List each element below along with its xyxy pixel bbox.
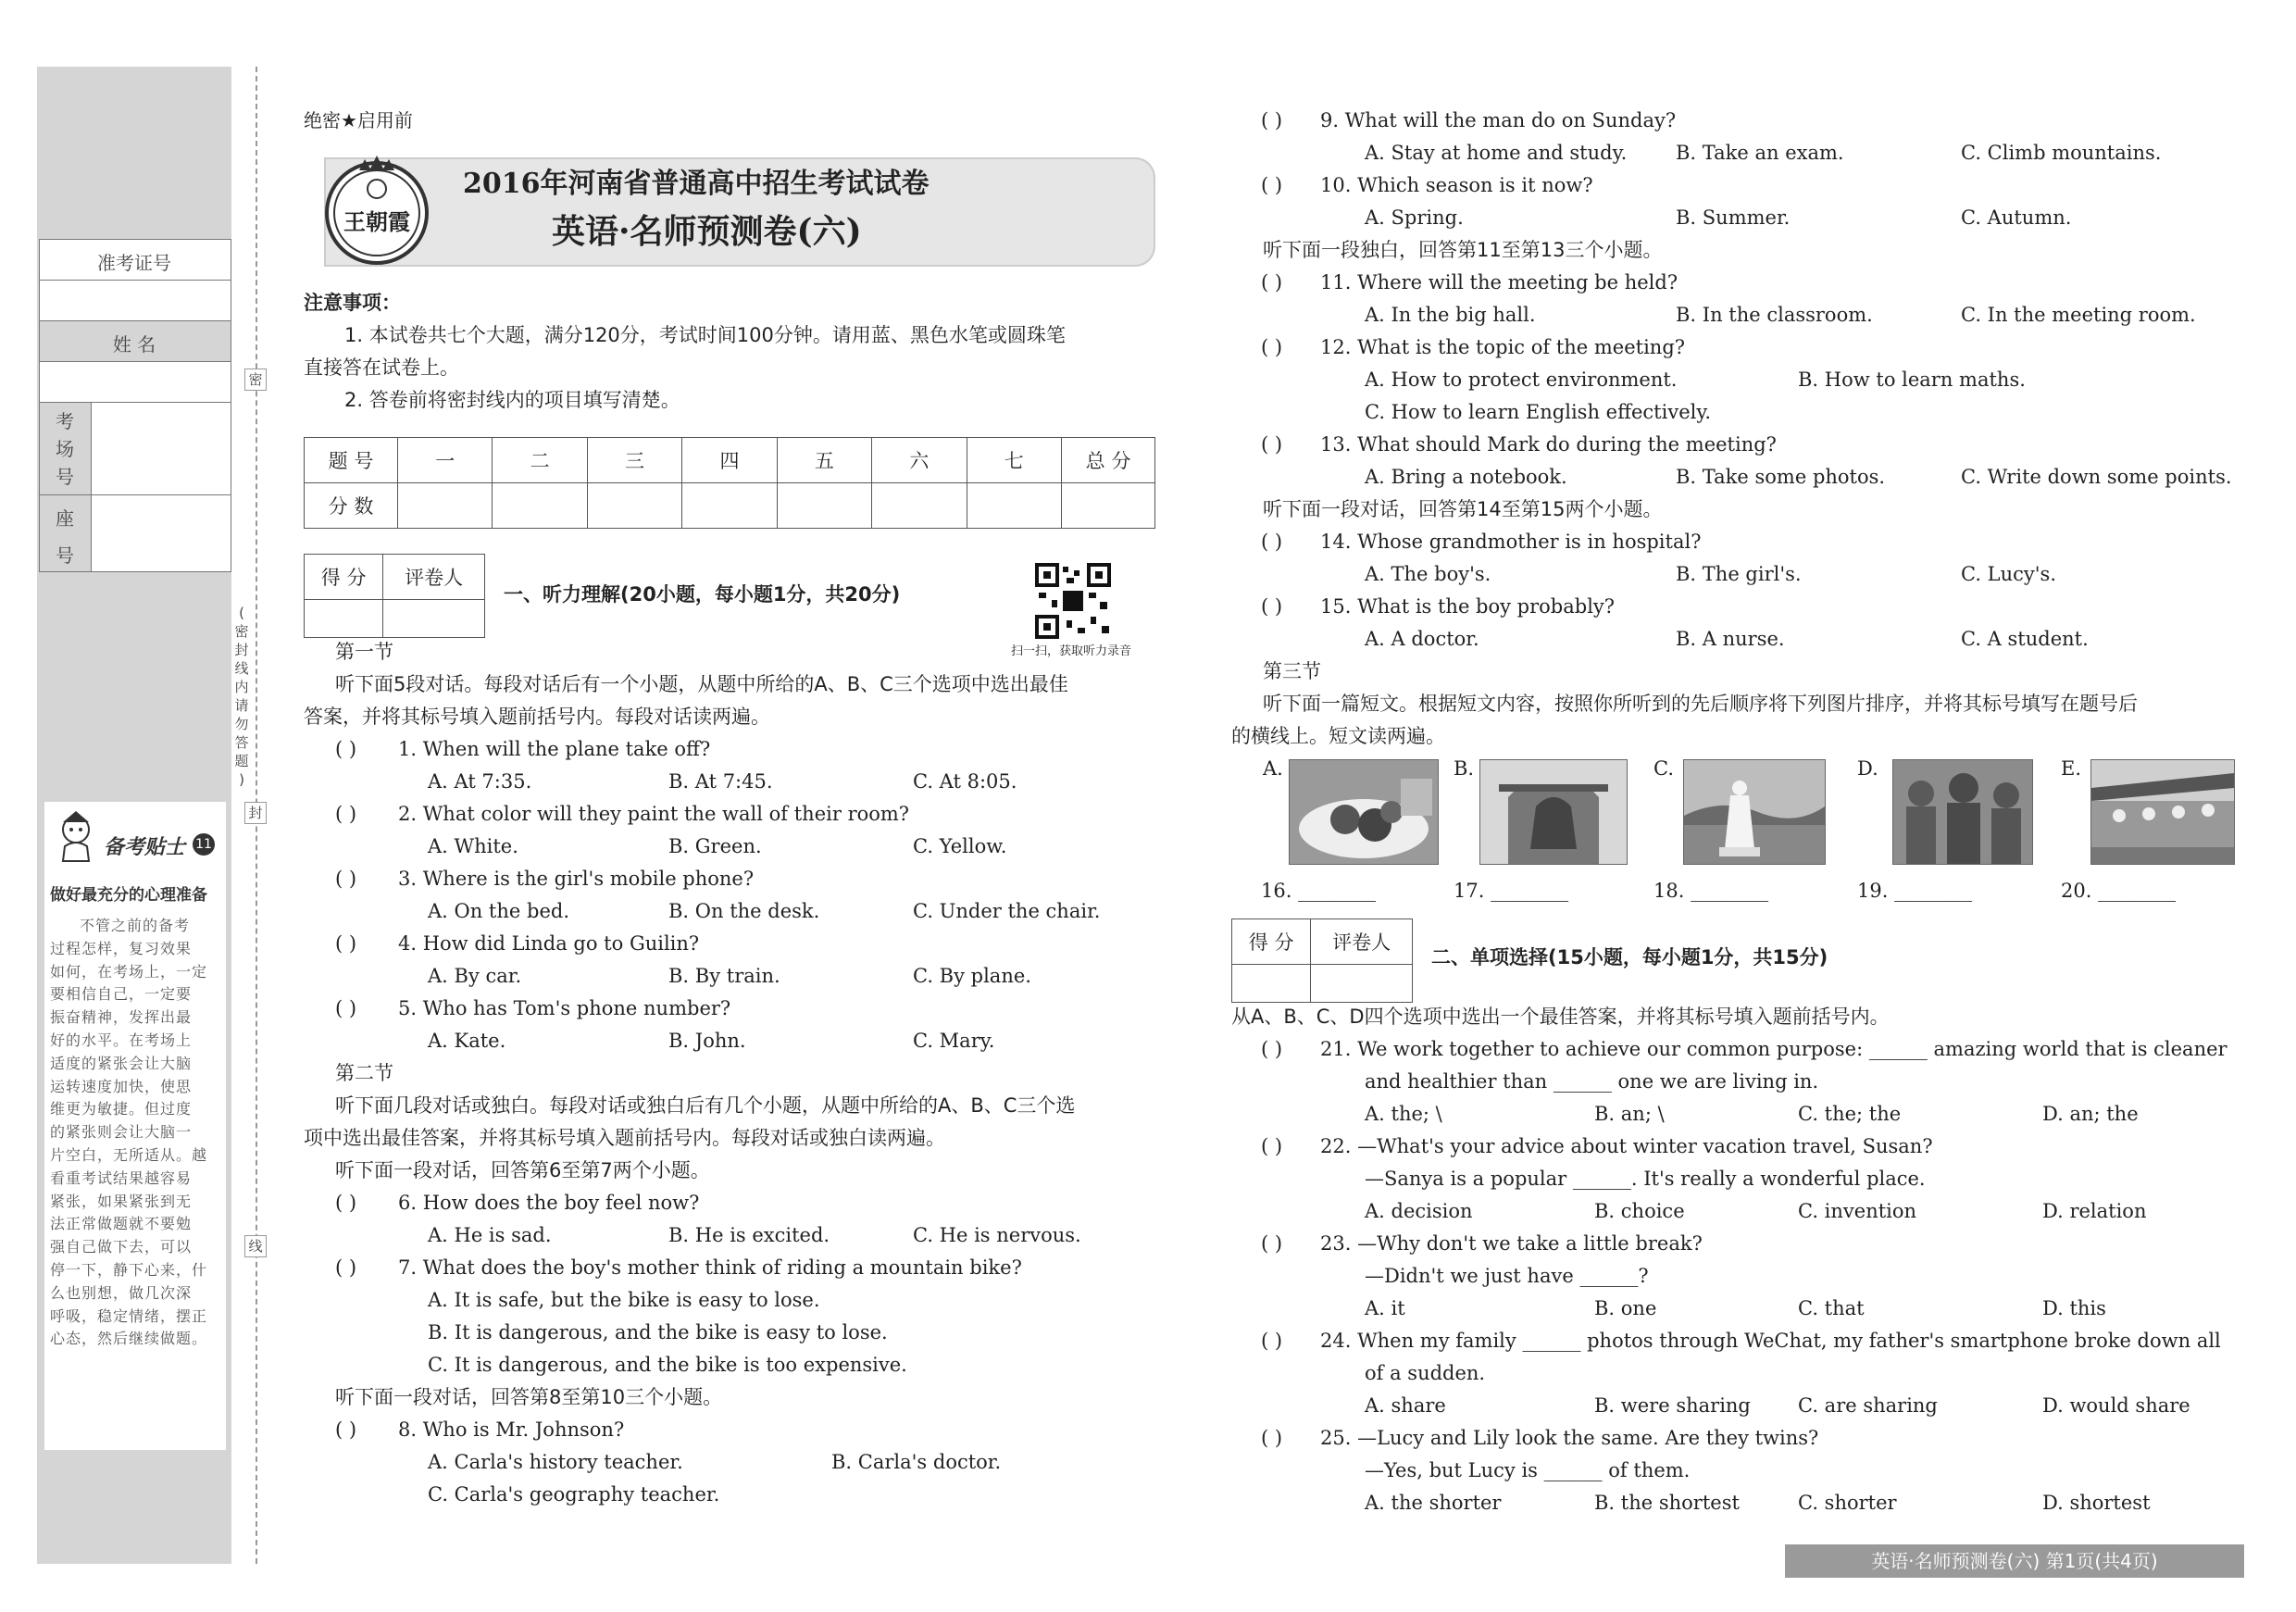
grader-score-label: 得 分 xyxy=(1232,919,1311,965)
question-text: 5. Who has Tom's phone number? xyxy=(398,997,731,1019)
picture-e-building xyxy=(2090,759,2235,865)
option-b: B. John. xyxy=(668,1030,746,1052)
grader-score-cell[interactable] xyxy=(1232,965,1311,1003)
qr-caption: 扫一扫，获取听力录音 xyxy=(1011,644,1132,658)
question-text: 7. What does the boy's mother think of riding a mountain bike? xyxy=(398,1256,1022,1279)
picture-label-b: B. xyxy=(1454,757,1475,780)
option-b: B. A nurse. xyxy=(1676,628,1785,650)
part2-title: 二、单项选择(15小题，每小题1分，共15分) xyxy=(1431,946,1828,968)
option-c: C. Lucy's. xyxy=(1961,563,2056,585)
option-b: B. were sharing xyxy=(1594,1394,1751,1417)
grader-name-label: 评卷人 xyxy=(383,555,485,600)
question-line-1: 24. When my family ______ photos through WeChat, my father's smartphone broke down all xyxy=(1320,1330,2221,1352)
score-cell[interactable] xyxy=(587,483,681,529)
picture-a-food xyxy=(1289,759,1439,865)
notes-line-1: 1. 本试卷共七个大题，满分120分，考试时间100分钟。请用蓝、黑色水笔或圆珠笔 xyxy=(344,324,1066,346)
score-cell[interactable] xyxy=(777,483,871,529)
name-field[interactable] xyxy=(39,361,231,404)
option-c: C. shorter xyxy=(1798,1492,1897,1514)
publisher-logo xyxy=(322,150,431,272)
option-b: B. the shortest xyxy=(1594,1492,1740,1514)
option-c: C. Mary. xyxy=(913,1030,995,1052)
listen-instr-14-15: 听下面一段对话，回答第14至第15两个小题。 xyxy=(1263,498,1663,520)
option-d: D. this xyxy=(2042,1297,2106,1319)
blank-19[interactable]: 19. ________ xyxy=(1857,880,1973,902)
option-c: C. By plane. xyxy=(913,965,1031,987)
option-a: A. decision xyxy=(1365,1200,1473,1222)
option-b: B. Green. xyxy=(668,835,762,857)
answer-bracket[interactable]: ( ) xyxy=(1261,1232,1283,1255)
answer-bracket[interactable]: ( ) xyxy=(335,868,357,890)
option-b: B. It is dangerous, and the bike is easy to lose. xyxy=(428,1321,888,1343)
question-line-2: —Sanya is a popular ______. It's really a wonderful place. xyxy=(1365,1168,1926,1190)
score-table-header: 七 xyxy=(967,438,1061,483)
answer-bracket[interactable]: ( ) xyxy=(1261,531,1283,553)
question-text: 3. Where is the girl's mobile phone? xyxy=(398,868,755,890)
option-d: D. would share xyxy=(2042,1394,2190,1417)
option-c: C. the; the xyxy=(1798,1103,1902,1125)
score-table xyxy=(304,437,1155,529)
answer-bracket[interactable]: ( ) xyxy=(1261,1038,1283,1060)
option-c: C. How to learn English effectively. xyxy=(1365,401,1712,423)
answer-bracket[interactable]: ( ) xyxy=(335,1256,357,1279)
option-b: B. He is excited. xyxy=(668,1224,830,1246)
blank-20[interactable]: 20. ________ xyxy=(2061,880,2177,902)
option-a: A. The boy's. xyxy=(1365,563,1491,585)
room-field[interactable] xyxy=(91,402,231,496)
answer-bracket[interactable]: ( ) xyxy=(1261,433,1283,456)
option-c: C. A student. xyxy=(1961,628,2089,650)
score-table-header: 五 xyxy=(777,438,871,483)
question-text: 12. What is the topic of the meeting? xyxy=(1320,336,1686,358)
question-text: 8. Who is Mr. Johnson? xyxy=(398,1418,625,1441)
mascot-icon xyxy=(48,806,104,863)
tip-heading: 做好最充分的心理准备 xyxy=(50,886,207,905)
option-b: B. Take some photos. xyxy=(1676,466,1886,488)
grader-name-label: 评卷人 xyxy=(1311,919,1413,965)
option-a: A. Kate. xyxy=(428,1030,506,1052)
notes-heading: 注意事项： xyxy=(304,292,401,314)
section-3-title: 第三节 xyxy=(1263,660,1321,682)
option-a: A. In the big hall. xyxy=(1365,304,1536,326)
option-a: A. At 7:35. xyxy=(428,770,532,793)
option-c: C. Autumn. xyxy=(1961,206,2072,229)
option-c: C. Write down some points. xyxy=(1961,466,2232,488)
secret-label: 绝密★启用前 xyxy=(304,109,413,131)
option-b: B. The girl's. xyxy=(1676,563,1802,585)
score-table-header: 总 分 xyxy=(1062,438,1155,483)
exam-title: 2016年河南省普通高中招生考试试卷 xyxy=(463,168,930,200)
option-c: C. Carla's geography teacher. xyxy=(428,1483,720,1506)
option-a: A. How to protect environment. xyxy=(1365,369,1678,391)
answer-bracket[interactable]: ( ) xyxy=(335,932,357,955)
picture-b-bell xyxy=(1479,759,1628,865)
option-c: C. At 8:05. xyxy=(913,770,1017,793)
option-a: A. A doctor. xyxy=(1365,628,1479,650)
section-3-instr-1: 听下面一篇短文。根据短文内容，按照你所听到的先后顺序将下列图片排序，并将其标号填写在题号后 xyxy=(1263,693,2138,715)
answer-bracket[interactable]: ( ) xyxy=(335,738,357,760)
picture-label-a: A. xyxy=(1263,757,1283,780)
option-c: C. In the meeting room. xyxy=(1961,304,2196,326)
listen-instr-6-7: 听下面一段对话，回答第6至第7两个小题。 xyxy=(335,1159,710,1181)
score-cell[interactable] xyxy=(493,483,587,529)
question-line-1: 22. —What's your advice about winter vacation travel, Susan? xyxy=(1320,1135,1933,1157)
section-1-instr-2: 答案，并将其标号填入题前括号内。每段对话读两遍。 xyxy=(304,706,770,728)
answer-bracket[interactable]: ( ) xyxy=(1261,1330,1283,1352)
option-c: C. He is nervous. xyxy=(913,1224,1081,1246)
score-table-header: 六 xyxy=(872,438,967,483)
picture-label-e: E. xyxy=(2061,757,2082,780)
option-b: B. At 7:45. xyxy=(668,770,773,793)
grader-box-part2 xyxy=(1231,918,1413,1003)
option-c: C. Climb mountains. xyxy=(1961,142,2162,164)
answer-bracket[interactable]: ( ) xyxy=(1261,1135,1283,1157)
score-table-header: 三 xyxy=(587,438,681,483)
section-2-instr-1: 听下面几段对话或独白。每段对话或独白后有几个小题，从题中所给的A、B、C三个选 xyxy=(335,1094,1076,1117)
seal-mark-mi: 密 xyxy=(244,369,267,391)
score-row-label: 分 数 xyxy=(305,483,398,529)
score-table-header: 四 xyxy=(682,438,777,483)
notes-line-2: 2. 答卷前将密封线内的项目填写清楚。 xyxy=(344,389,680,411)
grader-name-cell[interactable] xyxy=(383,600,485,638)
section-1-title: 第一节 xyxy=(335,641,393,663)
seal-mark-feng: 封 xyxy=(244,802,267,824)
score-cell[interactable] xyxy=(682,483,777,529)
option-a: A. He is sad. xyxy=(428,1224,552,1246)
room-label: 考 场 号 xyxy=(56,410,74,488)
option-b: B. How to learn maths. xyxy=(1798,369,2026,391)
question-text: 1. When will the plane take off? xyxy=(398,738,711,760)
option-d: D. shortest xyxy=(2042,1492,2151,1514)
option-b: B. one xyxy=(1594,1297,1657,1319)
grader-name-cell[interactable] xyxy=(1311,965,1413,1003)
option-b: B. By train. xyxy=(668,965,780,987)
option-c: C. Yellow. xyxy=(913,835,1007,857)
tip-title: 备考贴士 xyxy=(104,836,186,859)
option-b: B. an; \ xyxy=(1594,1103,1665,1125)
option-a: A. the shorter xyxy=(1365,1492,1502,1514)
answer-bracket[interactable]: ( ) xyxy=(335,1192,357,1214)
question-text: 13. What should Mark do during the meeting? xyxy=(1320,433,1777,456)
picture-c-statue xyxy=(1683,759,1826,865)
notes-line-1b: 直接答在试卷上。 xyxy=(304,356,459,379)
option-b: B. On the desk. xyxy=(668,900,820,922)
answer-bracket[interactable]: ( ) xyxy=(1261,1427,1283,1449)
score-cell[interactable] xyxy=(967,483,1061,529)
seat-label: 座 号 xyxy=(56,507,74,567)
option-a: A. Stay at home and study. xyxy=(1365,142,1628,164)
grader-score-label: 得 分 xyxy=(305,555,383,600)
listen-instr-8-10: 听下面一段对话，回答第8至第10三个小题。 xyxy=(335,1386,723,1408)
option-c: C. are sharing xyxy=(1798,1394,1938,1417)
option-a: A. the; \ xyxy=(1365,1103,1442,1125)
option-b: B. Carla's doctor. xyxy=(831,1451,1002,1473)
question-text: 14. Whose grandmother is in hospital? xyxy=(1320,531,1702,553)
question-text: 9. What will the man do on Sunday? xyxy=(1320,109,1677,131)
question-text: 6. How does the boy feel now? xyxy=(398,1192,700,1214)
name-label: 姓 名 xyxy=(112,333,156,356)
option-a: A. it xyxy=(1365,1297,1405,1319)
option-d: D. an; the xyxy=(2042,1103,2139,1125)
question-text: 2. What color will they paint the wall of their room? xyxy=(398,803,910,825)
score-table-header: 一 xyxy=(398,438,493,483)
exam-subtitle: 英语·名师预测卷(六) xyxy=(552,212,862,251)
option-b: B. Take an exam. xyxy=(1676,142,1844,164)
question-text: 10. Which season is it now? xyxy=(1320,174,1593,196)
grader-score-cell[interactable] xyxy=(305,600,383,638)
answer-bracket[interactable]: ( ) xyxy=(1261,336,1283,358)
section-3-instr-2: 的横线上。短文读两遍。 xyxy=(1231,725,1445,747)
picture-label-d: D. xyxy=(1857,757,1878,780)
exam-id-field[interactable] xyxy=(39,280,231,322)
option-b: B. In the classroom. xyxy=(1676,304,1873,326)
option-a: A. Carla's history teacher. xyxy=(428,1451,683,1473)
blank-17[interactable]: 17. ________ xyxy=(1454,880,1569,902)
seal-note: ( 密 封 线 内 请 勿 答 题 ) xyxy=(234,605,249,788)
option-a: A. share xyxy=(1365,1394,1446,1417)
blank-18[interactable]: 18. ________ xyxy=(1653,880,1769,902)
blank-16[interactable]: 16. ________ xyxy=(1261,880,1377,902)
score-cell[interactable] xyxy=(398,483,493,529)
answer-bracket[interactable]: ( ) xyxy=(335,997,357,1019)
tip-body: 不管之前的备考 过程怎样，复习效果 如何，在考场上，一定 要相信自己，一定要 振奋精神，发挥出最 好的水平。在考场上 适度的紧张会让大脑 运转速度加快，使思 维更为敏捷。但过度 的紧张则会让大脑一 片空白，无所适从。越 看重考试结果越容易 紧张，如果紧张到无 法正常做题就不要勉 强自己做下去，可以 停一下，静下心来，什 么也别想，做几次深 呼吸，稳定情绪，摆正 心态，然后继续做题。 xyxy=(50,917,208,1348)
score-cell[interactable] xyxy=(1062,483,1155,529)
page-footer: 英语·名师预测卷(六) 第1页(共4页) xyxy=(1785,1544,2244,1578)
option-c: C. It is dangerous, and the bike is too expensive. xyxy=(428,1354,907,1376)
question-line-2: —Didn't we just have ______? xyxy=(1365,1265,1649,1287)
option-a: A. On the bed. xyxy=(428,900,569,922)
part2-instr: 从A、B、C、D四个选项中选出一个最佳答案，并将其标号填入题前括号内。 xyxy=(1231,1006,1890,1028)
option-a: A. It is safe, but the bike is easy to lose. xyxy=(428,1289,820,1311)
answer-bracket[interactable]: ( ) xyxy=(1261,109,1283,131)
question-text: 11. Where will the meeting be held? xyxy=(1320,271,1678,294)
option-b: B. Summer. xyxy=(1676,206,1791,229)
option-c: C. Under the chair. xyxy=(913,900,1101,922)
score-cell[interactable] xyxy=(872,483,967,529)
option-a: A. By car. xyxy=(428,965,522,987)
question-line-1: 25. —Lucy and Lily look the same. Are they twins? xyxy=(1320,1427,1819,1449)
seal-mark-xian: 线 xyxy=(244,1235,267,1257)
question-line-2: and healthier than ______ one we are living in. xyxy=(1365,1070,1819,1093)
tip-number-badge: 11 xyxy=(193,833,215,856)
answer-bracket[interactable]: ( ) xyxy=(335,803,357,825)
question-line-2: —Yes, but Lucy is ______ of them. xyxy=(1365,1459,1691,1481)
question-line-2: of a sudden. xyxy=(1365,1362,1486,1384)
option-c: C. invention xyxy=(1798,1200,1917,1222)
exam-id-label: 准考证号 xyxy=(97,252,171,274)
answer-bracket[interactable]: ( ) xyxy=(1261,595,1283,618)
question-text: 4. How did Linda go to Guilin? xyxy=(398,932,700,955)
picture-d-terracotta xyxy=(1892,759,2033,865)
question-line-1: 23. —Why don't we take a little break? xyxy=(1320,1232,1703,1255)
score-table-header: 题 号 xyxy=(305,438,398,483)
listen-instr-11-13: 听下面一段独白，回答第11至第13三个小题。 xyxy=(1263,239,1663,261)
option-d: D. relation xyxy=(2042,1200,2147,1222)
option-a: A. Spring. xyxy=(1365,206,1464,229)
option-a: A. White. xyxy=(428,835,518,857)
answer-bracket[interactable]: ( ) xyxy=(1261,271,1283,294)
picture-label-c: C. xyxy=(1653,757,1674,780)
grader-box-part1 xyxy=(304,554,485,638)
section-1-instr-1: 听下面5段对话。每段对话后有一个小题，从题中所给的A、B、C三个选项中选出最佳 xyxy=(335,673,1068,695)
score-table-header: 二 xyxy=(493,438,587,483)
qr-code-icon[interactable] xyxy=(1035,563,1111,639)
option-a: A. Bring a notebook. xyxy=(1365,466,1567,488)
question-text: 15. What is the boy probably? xyxy=(1320,595,1616,618)
section-2-instr-2: 项中选出最佳答案，并将其标号填入题前括号内。每段对话或独白读两遍。 xyxy=(304,1127,945,1149)
section-2-title: 第二节 xyxy=(335,1062,393,1084)
option-c: C. that xyxy=(1798,1297,1865,1319)
logo-text: 王朝霞 xyxy=(343,208,410,235)
seat-field[interactable] xyxy=(91,494,231,572)
answer-bracket[interactable]: ( ) xyxy=(335,1418,357,1441)
option-b: B. choice xyxy=(1594,1200,1685,1222)
question-line-1: 21. We work together to achieve our common purpose: ______ amazing world that is cleaner xyxy=(1320,1038,2227,1060)
part1-title: 一、听力理解(20小题，每小题1分，共20分) xyxy=(504,583,901,606)
answer-bracket[interactable]: ( ) xyxy=(1261,174,1283,196)
